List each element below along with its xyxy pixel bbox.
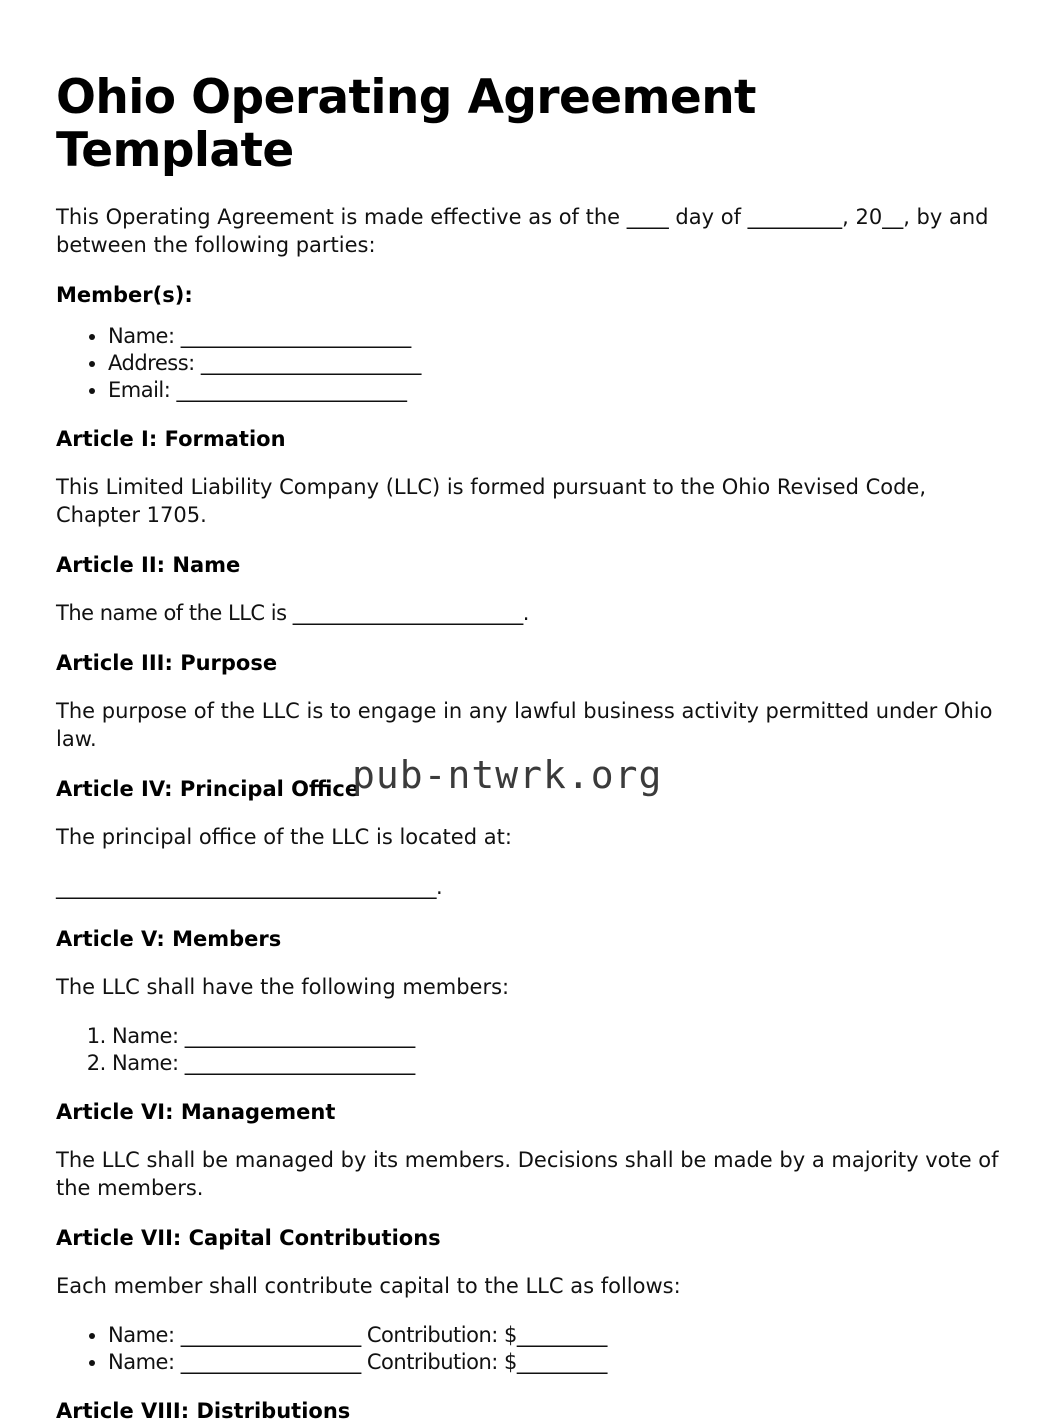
article-body-purpose: The purpose of the LLC is to engage in any lawful business activity permitted under Ohio law.	[56, 699, 993, 752]
principal-office-blank-line: ______________________________________.	[56, 875, 443, 900]
article-heading-members: Article V: Members	[56, 927, 282, 952]
capital-contributions-list	[56, 1322, 999, 1375]
page-title: Ohio Operating Agreement Template	[56, 70, 756, 178]
list-item: • Name: __________________ Contribution: $_________	[108, 1349, 999, 1375]
article-body-members: The LLC shall have the following members:	[56, 975, 510, 1000]
list-item: • Address: ______________________	[108, 350, 999, 376]
list-item: • Name: _______________________	[108, 323, 999, 349]
article-heading-principal-office-label: Article IV: Principal Office	[56, 777, 360, 802]
list-item: • Email: _______________________	[108, 377, 999, 403]
article-heading-formation: Article I: Formation	[56, 427, 286, 452]
article-heading-distributions: Article VIII: Distributions	[56, 1399, 351, 1424]
list-item: 1. Name: _______________________	[112, 1023, 999, 1049]
list-item: 2. Name: _______________________	[112, 1050, 999, 1076]
article-heading-purpose: Article III: Purpose	[56, 651, 278, 676]
members-numbered-list	[56, 1023, 999, 1076]
article-body-name: The name of the LLC is _______________________.	[56, 601, 529, 626]
article-heading-name: Article II: Name	[56, 553, 241, 578]
member-fields-list	[56, 323, 999, 403]
article-body-capital-contributions: Each member shall contribute capital to the LLC as follows:	[56, 1274, 681, 1299]
article-body-management: The LLC shall be managed by its members. Decisions shall be made by a majority vote of the members.	[56, 1148, 999, 1201]
article-body-formation: This Limited Liability Company (LLC) is formed pursuant to the Ohio Revised Code, Chapter 1705.	[56, 475, 927, 528]
site-watermark: pub-ntwrk.org	[352, 753, 663, 798]
article-body-principal-office: The principal office of the LLC is located at:	[56, 825, 512, 850]
list-item: • Name: __________________ Contribution: $_________	[108, 1322, 999, 1348]
members-heading: Member(s):	[56, 283, 193, 308]
article-heading-management: Article VI: Management	[56, 1100, 336, 1125]
article-heading-principal-office	[56, 753, 999, 803]
intro-paragraph: This Operating Agreement is made effective as of the ____ day of _________, 20__, by and between the following parties:	[56, 205, 989, 258]
article-heading-capital-contributions: Article VII: Capital Contributions	[56, 1226, 441, 1251]
heading-text-row	[56, 753, 663, 802]
